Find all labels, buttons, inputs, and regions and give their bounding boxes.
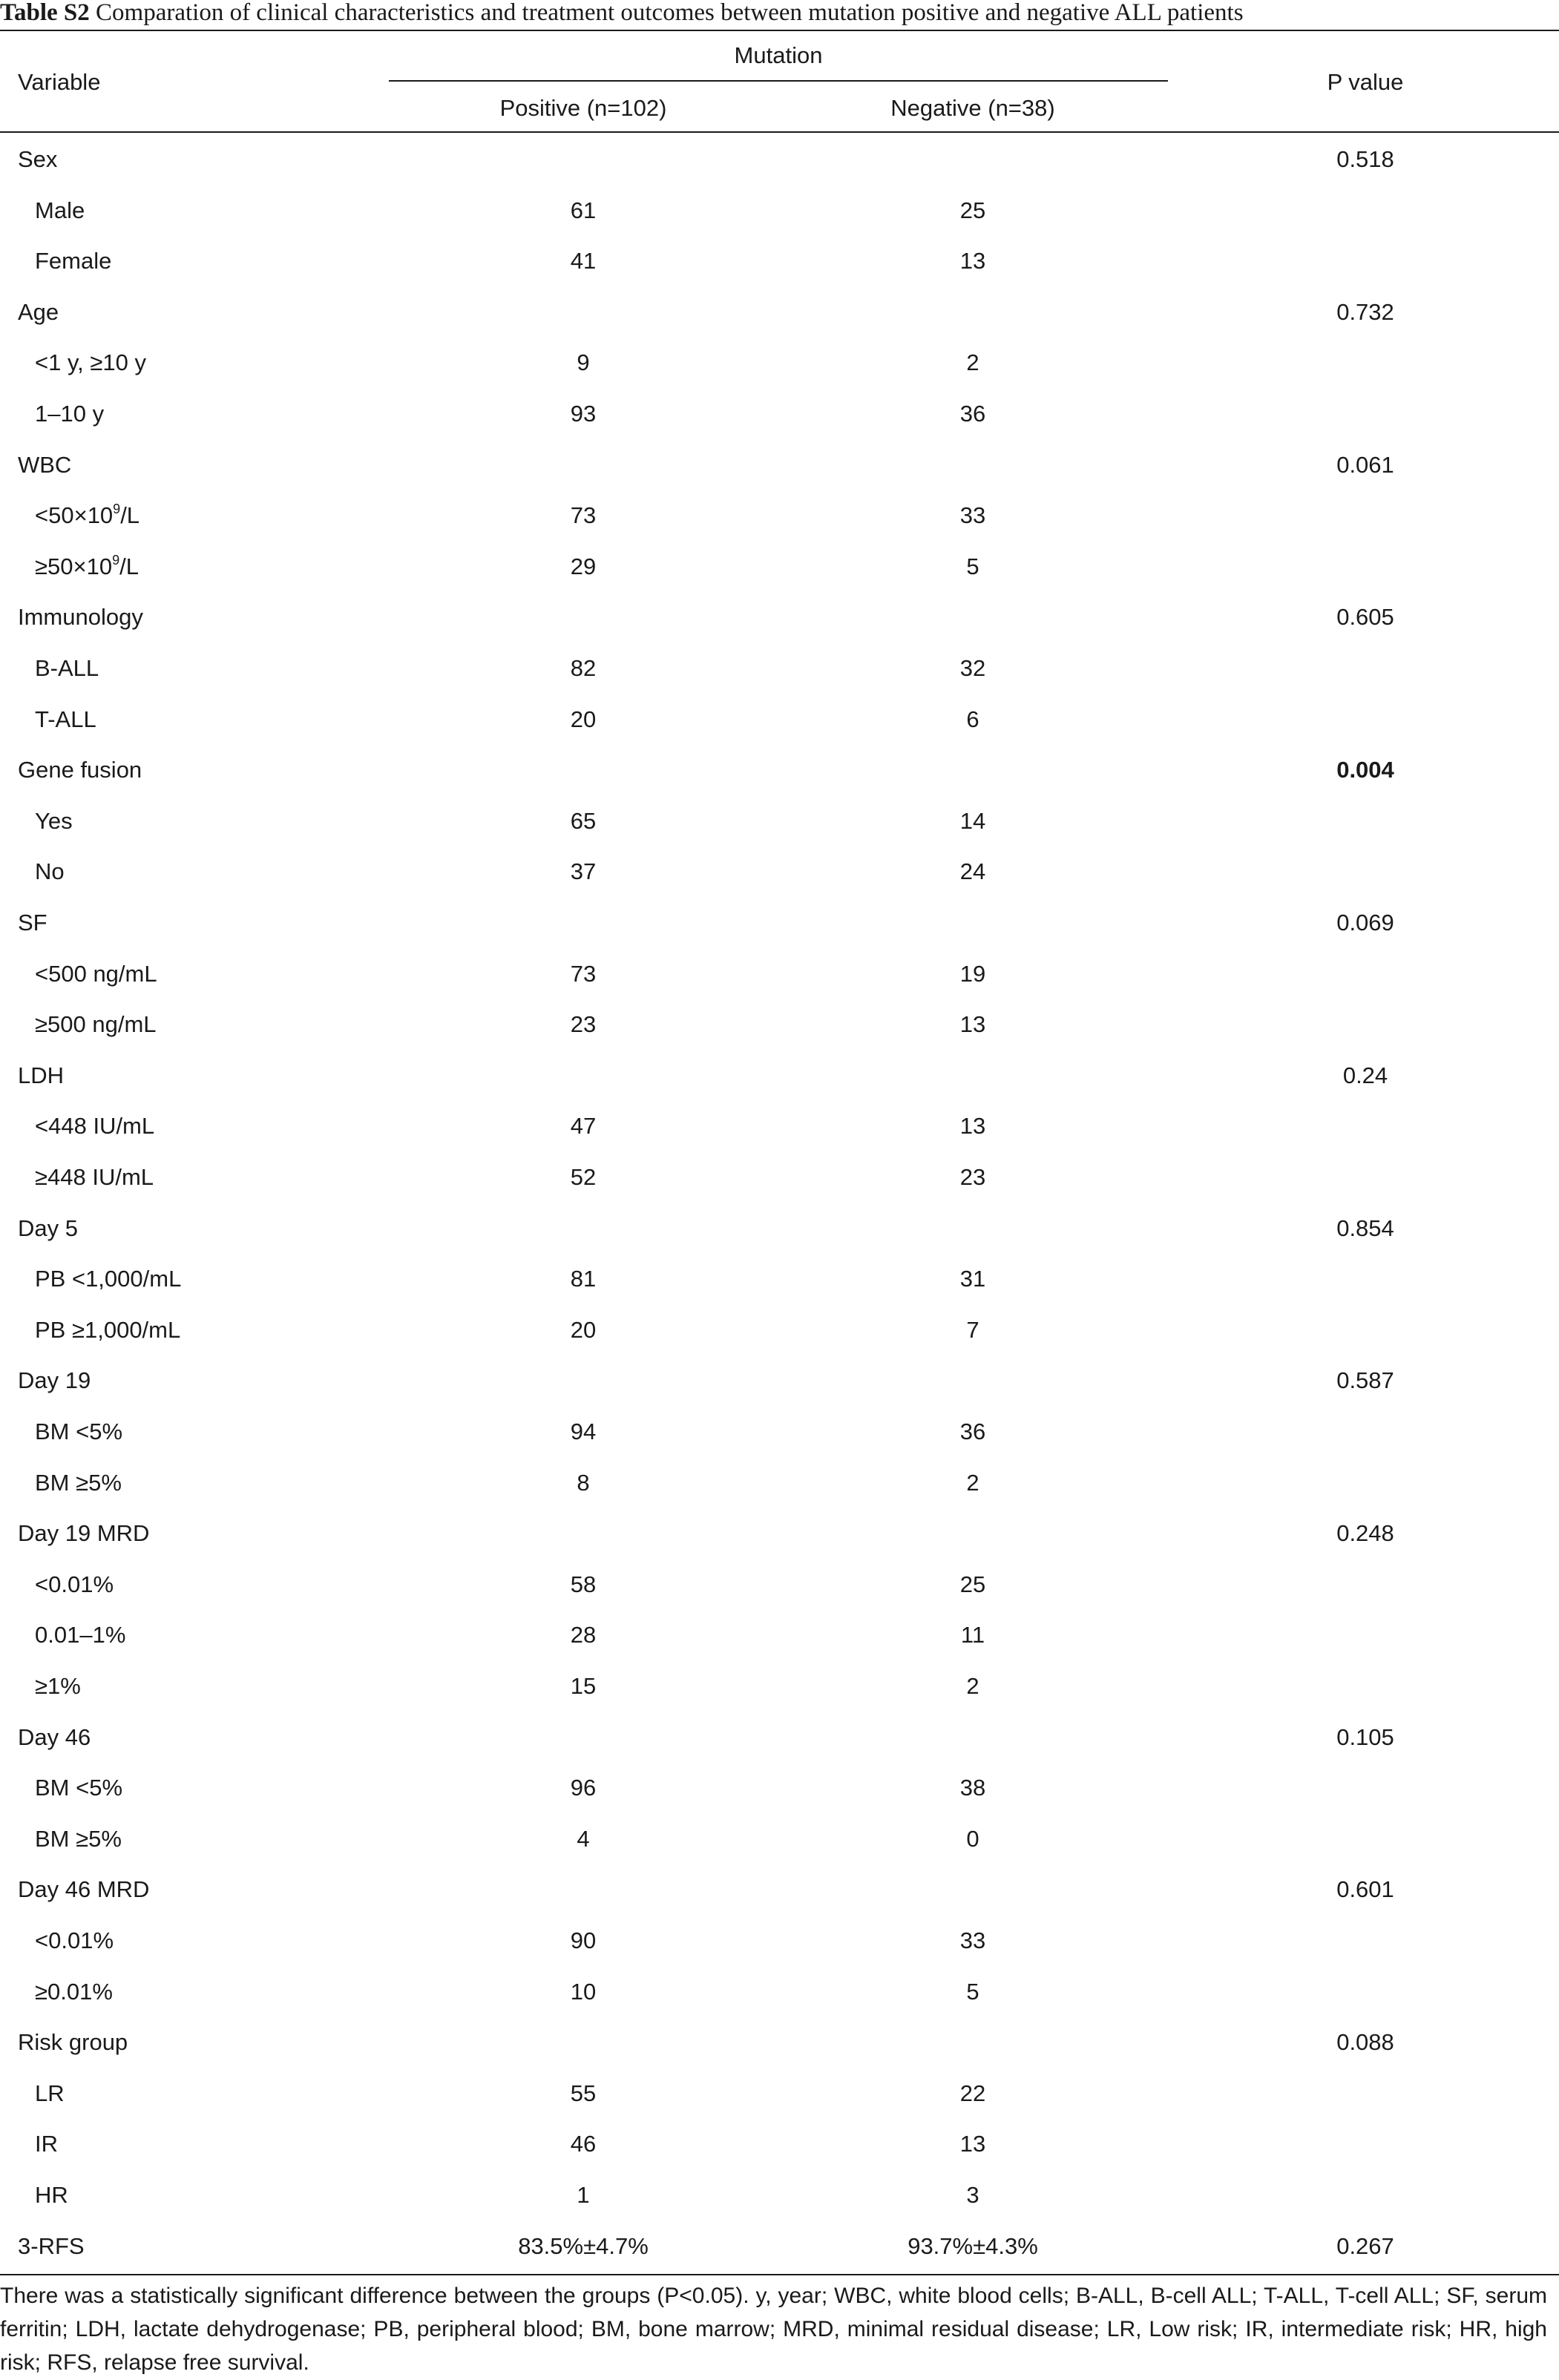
cell-positive: 52 bbox=[570, 1164, 597, 1190]
cell-positive: 82 bbox=[570, 655, 597, 681]
header-mutation: Mutation bbox=[734, 42, 823, 68]
cell-p-value: 0.605 bbox=[1336, 604, 1394, 630]
row-label: ≥1% bbox=[35, 1673, 81, 1699]
cell-negative: 33 bbox=[959, 502, 986, 528]
row-label: Sex bbox=[18, 146, 58, 172]
cell-negative: 93.7%±4.3% bbox=[907, 2233, 1038, 2259]
cell-negative: 33 bbox=[959, 1927, 986, 1953]
cell-negative: 25 bbox=[959, 197, 986, 223]
cell-negative: 11 bbox=[960, 1622, 985, 1648]
cell-positive: 41 bbox=[570, 248, 597, 274]
row-label: LR bbox=[35, 2080, 65, 2106]
row-label: BM ≥5% bbox=[35, 1826, 122, 1852]
row-label: Risk group bbox=[18, 2029, 128, 2055]
row-label: PB <1,000/mL bbox=[35, 1266, 182, 1292]
cell-p-value: 0.248 bbox=[1336, 1520, 1394, 1546]
row-label: ≥0.01% bbox=[35, 1979, 113, 2005]
cell-p-value: 0.105 bbox=[1336, 1724, 1394, 1750]
cell-positive: 20 bbox=[570, 706, 597, 732]
row-label: B-ALL bbox=[35, 655, 99, 681]
mutation-span-rule bbox=[389, 80, 1168, 82]
cell-negative: 19 bbox=[959, 961, 986, 987]
row-label: <500 ng/mL bbox=[35, 961, 157, 987]
row-label-base: <50×10 bbox=[35, 502, 114, 528]
cell-p-value: 0.267 bbox=[1336, 2233, 1394, 2259]
cell-p-value: 0.732 bbox=[1336, 299, 1394, 325]
cell-negative: 36 bbox=[959, 1419, 986, 1444]
cell-negative: 32 bbox=[959, 655, 986, 681]
table-caption-label: Table S2 bbox=[0, 0, 90, 26]
row-label: BM <5% bbox=[35, 1775, 123, 1801]
cell-negative: 38 bbox=[959, 1775, 986, 1801]
cell-positive: 47 bbox=[570, 1113, 597, 1139]
row-label: Day 46 bbox=[18, 1724, 91, 1750]
row-label-base: ≥50×10 bbox=[35, 553, 113, 579]
cell-positive: 1 bbox=[577, 2182, 590, 2208]
header-variable: Variable bbox=[18, 69, 101, 95]
row-label: <1 y, ≥10 y bbox=[35, 349, 146, 375]
row-label: Gene fusion bbox=[18, 757, 142, 783]
top-rule bbox=[0, 30, 1559, 31]
row-label: 1–10 y bbox=[35, 401, 105, 427]
row-label: <0.01% bbox=[35, 1571, 114, 1597]
cell-positive: 46 bbox=[570, 2131, 597, 2157]
row-label: PB ≥1,000/mL bbox=[35, 1317, 181, 1343]
cell-negative: 14 bbox=[959, 808, 986, 834]
row-label: BM ≥5% bbox=[35, 1470, 122, 1496]
cell-negative: 24 bbox=[959, 858, 986, 884]
cell-p-value: 0.587 bbox=[1336, 1367, 1394, 1393]
bottom-rule bbox=[0, 2274, 1559, 2275]
row-label: HR bbox=[35, 2182, 68, 2208]
cell-negative: 5 bbox=[966, 1979, 979, 2005]
cell-p-value: 0.601 bbox=[1336, 1876, 1394, 1902]
cell-negative: 2 bbox=[966, 1470, 979, 1496]
cell-p-value: 0.088 bbox=[1336, 2029, 1394, 2055]
cell-positive: 23 bbox=[570, 1011, 597, 1037]
row-label bbox=[35, 553, 139, 581]
cell-positive: 73 bbox=[570, 502, 597, 528]
cell-positive: 29 bbox=[570, 553, 597, 579]
cell-positive: 20 bbox=[570, 1317, 597, 1343]
row-label: ≥500 ng/mL bbox=[35, 1011, 157, 1037]
cell-negative: 6 bbox=[966, 706, 979, 732]
cell-positive: 4 bbox=[577, 1826, 590, 1852]
row-label: LDH bbox=[18, 1062, 65, 1088]
header-positive: Positive (n=102) bbox=[499, 95, 667, 121]
table-caption-text: Comparation of clinical characteristics and treatment outcomes between mutation positive and negative ALL patients bbox=[96, 0, 1244, 26]
cell-p-value: 0.061 bbox=[1336, 452, 1394, 478]
row-label: Day 19 bbox=[18, 1367, 91, 1393]
cell-positive: 61 bbox=[570, 197, 597, 223]
header-negative: Negative (n=38) bbox=[890, 95, 1055, 121]
cell-positive: 15 bbox=[570, 1673, 597, 1699]
cell-positive: 37 bbox=[570, 858, 597, 884]
row-label: <0.01% bbox=[35, 1927, 114, 1953]
row-label-exponent: 9 bbox=[112, 553, 120, 568]
cell-negative: 23 bbox=[959, 1164, 986, 1190]
cell-negative: 0 bbox=[966, 1826, 979, 1852]
table-caption bbox=[0, 0, 1559, 30]
row-label: Day 19 MRD bbox=[18, 1520, 150, 1546]
table-footnote: There was a statistically significant difference between the groups (P<0.05). y, year; WBC, white blood cells; B-ALL, B-cell ALL; T-ALL, T-cell ALL; SF, serum ferritin; LDH, lactate dehydrogenase; PB, peripheral blood; BM, bone marrow; MRD, minimal residual disease; LR, Low risk; IR, intermediate risk; HR, high risk; RFS, relapse free survival. bbox=[0, 2284, 1547, 2375]
row-label-unit: /L bbox=[120, 502, 140, 528]
cell-positive: 96 bbox=[570, 1775, 597, 1801]
cell-positive: 9 bbox=[577, 349, 590, 375]
cell-positive: 83.5%±4.7% bbox=[518, 2233, 649, 2259]
row-label: 0.01–1% bbox=[35, 1622, 126, 1648]
cell-negative: 13 bbox=[959, 248, 986, 274]
cell-negative: 22 bbox=[959, 2080, 986, 2106]
row-label-unit: /L bbox=[119, 553, 139, 579]
cell-positive: 73 bbox=[570, 961, 597, 987]
cell-positive: 65 bbox=[570, 808, 597, 834]
header-p-value: P value bbox=[1327, 69, 1404, 95]
row-label: Male bbox=[35, 197, 85, 223]
row-label: Immunology bbox=[18, 604, 143, 630]
row-label: Day 46 MRD bbox=[18, 1876, 150, 1902]
row-label: SF bbox=[18, 910, 47, 936]
cell-positive: 93 bbox=[570, 401, 597, 427]
cell-p-value: 0.518 bbox=[1336, 146, 1394, 172]
row-label: WBC bbox=[18, 452, 72, 478]
row-label: <448 IU/mL bbox=[35, 1113, 155, 1139]
cell-positive: 90 bbox=[570, 1927, 597, 1953]
cell-negative: 3 bbox=[966, 2182, 979, 2208]
cell-negative: 2 bbox=[966, 349, 979, 375]
cell-negative: 25 bbox=[959, 1571, 986, 1597]
cell-positive: 8 bbox=[577, 1470, 590, 1496]
row-label: Day 5 bbox=[18, 1215, 78, 1241]
cell-positive: 94 bbox=[570, 1419, 597, 1444]
cell-negative: 7 bbox=[966, 1317, 979, 1343]
header-bottom-rule bbox=[0, 131, 1559, 133]
cell-positive: 81 bbox=[570, 1266, 597, 1292]
row-label: BM <5% bbox=[35, 1419, 123, 1444]
row-label bbox=[35, 502, 140, 530]
cell-negative: 2 bbox=[966, 1673, 979, 1699]
row-label: 3-RFS bbox=[18, 2233, 85, 2259]
row-label: IR bbox=[35, 2131, 58, 2157]
cell-positive: 55 bbox=[570, 2080, 597, 2106]
cell-negative: 36 bbox=[959, 401, 986, 427]
cell-negative: 5 bbox=[966, 553, 979, 579]
row-label: T-ALL bbox=[35, 706, 96, 732]
cell-p-value: 0.24 bbox=[1342, 1062, 1388, 1088]
cell-negative: 31 bbox=[959, 1266, 986, 1292]
cell-negative: 13 bbox=[959, 1113, 986, 1139]
row-label: Yes bbox=[35, 808, 73, 834]
cell-p-value: 0.004 bbox=[1336, 757, 1394, 783]
cell-positive: 58 bbox=[570, 1571, 597, 1597]
row-label-exponent: 9 bbox=[113, 502, 121, 516]
cell-p-value: 0.069 bbox=[1336, 910, 1394, 936]
row-label: Age bbox=[18, 299, 59, 325]
cell-negative: 13 bbox=[959, 2131, 986, 2157]
cell-negative: 13 bbox=[959, 1011, 986, 1037]
row-label: Female bbox=[35, 248, 112, 274]
cell-positive: 28 bbox=[570, 1622, 597, 1648]
row-label: ≥448 IU/mL bbox=[35, 1164, 154, 1190]
row-label: No bbox=[35, 858, 65, 884]
cell-positive: 10 bbox=[570, 1979, 597, 2005]
cell-p-value: 0.854 bbox=[1336, 1215, 1394, 1241]
